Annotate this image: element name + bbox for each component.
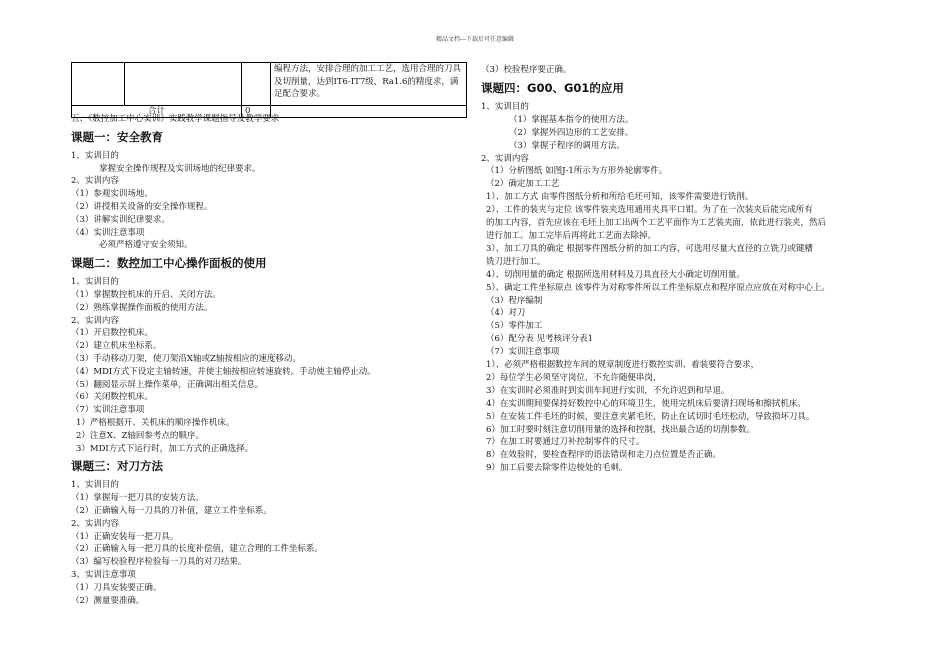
text-line: （2）测量要准确。 [71, 595, 145, 606]
text-line: （6）配分表 见考核评分表1 [486, 334, 594, 345]
table-row [72, 63, 467, 106]
total-label: 合计 [72, 106, 242, 118]
text-line: 1、实训目的 [71, 277, 119, 288]
text-line: （2）讲授相关设备的安全操作规程。 [71, 201, 213, 212]
text-line: （1）正确安装每一把刀具。 [71, 531, 179, 542]
text-line: 的加工内容，首先应该在毛坯上加工出两个工艺平面作为工艺装夹面，依此进行装夹，然后 [486, 218, 827, 229]
text-line: （7）实训注意事项 [71, 405, 145, 416]
text-line: 3）、加工刀具的确定 根据零件图纸分析的加工内容，可选用尽量大直径的立铣刀或键槽 [486, 243, 813, 254]
text-line: 2）、工件的装夹与定位 该零件装夹选用通用夹具平口钳。为了在一次装夹后能完成所有 [486, 205, 813, 216]
text-line: （2）建立机床坐标系。 [71, 341, 162, 352]
text-line: （4）对刀 [486, 308, 526, 319]
section-heading: 课题一：安全教育 [71, 129, 163, 144]
section-heading: 课题二：数控加工中心操作面板的使用 [71, 256, 267, 271]
text-line: （3）掌握子程序的调用方法。 [509, 140, 625, 151]
text-line: 4）、切削用量的确定 根据所选用材料及刀具直径大小确定切削用量。 [486, 269, 745, 280]
text-line: （7）实训注意事项 [486, 347, 560, 358]
text-line: 3、实训注意事项 [71, 569, 136, 580]
text-line: 1、实训目的 [71, 150, 119, 161]
text-line: 2、实训内容 [71, 176, 119, 187]
text-line: 1、实训目的 [481, 101, 529, 112]
text-line: 1）、加工方式 由零件图纸分析和所给毛坯可知，该零件需要进行铣削。 [486, 192, 754, 203]
text-line: 5）在安装工件毛坯的时候，要注意夹紧毛坯，防止在试切时毛坯松动，导致损坏刀具。 [486, 411, 815, 422]
text-line: （1）开启数控机床。 [71, 328, 153, 339]
section-heading: 课题三：对刀方法 [71, 459, 163, 474]
header-note: 精品文档---下载后可任意编辑 [435, 36, 515, 43]
text-line: （2）正确输入每一刀具的刀补值，建立工件坐标系。 [71, 505, 272, 516]
text-line: 五、《数控加工中心实训》实践教学课题指导及教学要求 [71, 114, 280, 124]
left-column [71, 113, 471, 607]
text-line: （3）手动移动刀架，使刀架沿X轴或Z轴按相应的速度移动。 [71, 353, 301, 364]
text-line: 必须严格遵守安全须知。 [99, 240, 193, 251]
table-cell [72, 63, 125, 106]
text-line: （3）校验程序要正确。 [481, 65, 572, 75]
text-line: （4）MDI方式下设定主轴转速，并使主轴按相应转速旋转。手动使主轴停止动。 [71, 366, 376, 377]
course-hours-table [71, 62, 467, 118]
text-line: 2、实训内容 [71, 315, 119, 326]
table-cell: 编程方法，安排合理的加工工艺，选用合理的刀具及切削量，达到IT6-IT7级，Ra1.6的精度求，满足配合要求。 [271, 63, 467, 106]
text-line: （1）分析图纸 如图J-1所示为方形外轮廓零件。 [486, 166, 668, 177]
text-line: 8）在效验时，要检查程序的语法错误和走刀点位置是否正确。 [486, 450, 721, 461]
text-line: （2）正确输入每一把刀具的长度补偿值，建立合理的工件坐标系。 [71, 544, 323, 555]
text-line: （2）确定加工工艺 [486, 179, 560, 190]
table-cell [125, 63, 242, 106]
text-line: 铣刀进行加工。 [486, 256, 546, 267]
text-line: 5）、确定工件坐标原点 该零件为对称零件所以工件坐标原点和程序原点应放在对称中心上。 [486, 282, 830, 293]
text-line: 1、实训目的 [71, 480, 119, 491]
text-line: 9）加工后要去除零件边棱处的毛刺。 [486, 463, 628, 474]
total-value: 0 [242, 106, 271, 118]
text-line: 掌握安全操作规程及实训场地的纪律要求。 [99, 163, 261, 174]
text-line: （1）参观实训场地。 [71, 189, 153, 200]
text-line: 1）严格根据开、关机床的顺序操作机床。 [76, 417, 235, 428]
section-heading: 课题四：G00、G01的应用 [481, 80, 624, 95]
text-line: 2、实训内容 [71, 518, 119, 529]
text-line: （3）讲解实训纪律要求。 [71, 214, 170, 225]
text-line: （4）实训注意事项 [71, 227, 145, 238]
text-line: （5）翻阅显示屏上操作菜单，正确调出相关信息。 [71, 379, 264, 390]
text-line: （1）掌握数控机床的开启、关闭方法。 [71, 289, 221, 300]
text-line: 4）在实训期间要保持好数控中心的环境卫生，使用完机床后要清扫现场和擦拭机床。 [486, 398, 806, 409]
text-line: 3）在实训时必须准时到实训车间进行实训，不允许迟到和早退。 [486, 385, 730, 396]
text-line: （1）掌握每一把刀具的安装方法。 [71, 493, 204, 504]
text-line: （6）关闭数控机床。 [71, 392, 153, 403]
table-cell [242, 63, 271, 106]
text-line: 进行加工。加工完毕后再将此工艺面去除掉。 [486, 230, 657, 241]
text-line: （1）掌握基本指令的使用方法。 [509, 114, 634, 125]
right-column [481, 64, 921, 475]
text-line: （2）熟练掌握操作面板的使用方法。 [71, 302, 213, 313]
text-line: 7）在加工时要通过刀补控制零件的尺寸。 [486, 437, 645, 448]
text-line: （2）掌握外四边形的工艺安排。 [509, 127, 634, 138]
text-line: 2）每位学生必须坚守岗位，不允许随便串岗， [486, 372, 662, 383]
text-line: 3）MDI方式下运行时，加工方式的正确选择。 [76, 443, 254, 454]
text-line: （1）刀具安装要正确。 [71, 582, 162, 593]
text-line: 2、实训内容 [481, 153, 529, 164]
text-line: （3）编写校验程序检验每一刀具的对刀结果。 [71, 557, 247, 568]
text-line: 2）注意X、Z轴回参考点的顺序。 [76, 430, 204, 441]
text-line: （5）零件加工 [486, 321, 543, 332]
text-line: 6）加工时要时刻注意切削用量的选择和控制，找出最合适的切削参数。 [486, 424, 755, 435]
text-line: （3）程序编制 [486, 295, 543, 306]
text-line: 1）、必须严格根据数控车间的规章制度进行数控实训、着装要符合要求， [486, 360, 760, 371]
